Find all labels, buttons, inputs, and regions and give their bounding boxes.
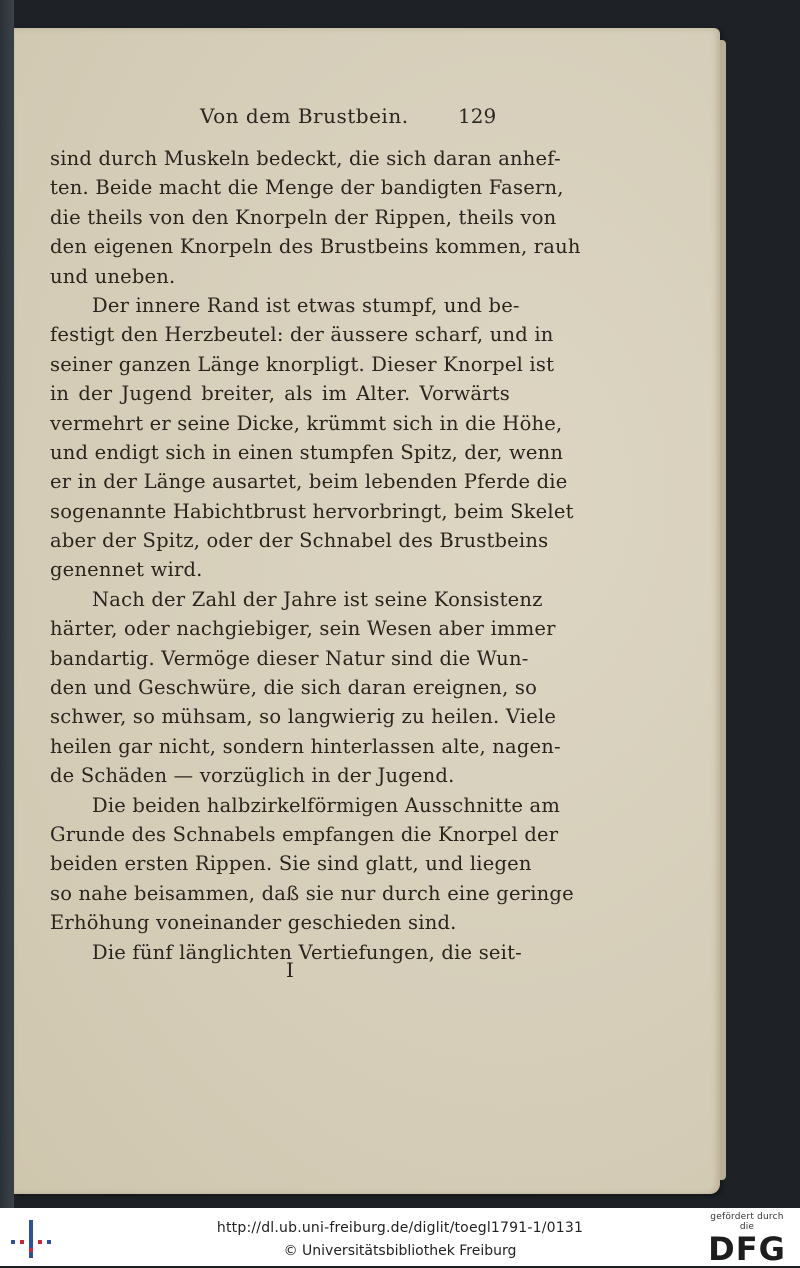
text-line: ten. Beide macht die Menge der bandigten Fasern, xyxy=(50,176,564,200)
text-line: festigt den Herzbeutel: der äussere scharf, und in xyxy=(50,323,554,347)
running-head xyxy=(14,104,720,134)
text-line: bandartig. Vermöge dieser Natur sind die Wun- xyxy=(50,646,529,670)
text-line: und uneben. xyxy=(50,264,176,288)
funder-caption: gefördert durch die xyxy=(710,1212,784,1232)
text-line: aber der Spitz, oder der Schnabel des Brustbeins xyxy=(50,529,549,553)
text-line: Die fünf länglichten Vertiefungen, die seit- xyxy=(92,940,522,964)
book-cover-edge xyxy=(0,0,14,1208)
text-line: Erhöhung voneinander geschieden sind. xyxy=(50,911,457,935)
page-edge xyxy=(720,40,726,1180)
text-line: de Schäden — vorzüglich in der Jugend. xyxy=(50,764,455,788)
text-line: den und Geschwüre, die sich daran ereignen, so xyxy=(50,676,538,700)
dfg-logo: DFG xyxy=(708,1230,786,1268)
viewer-footer xyxy=(0,1208,800,1266)
page-number: 129 xyxy=(458,104,497,128)
text-line: Nach der Zahl der Jahre ist seine Konsistenz xyxy=(92,587,543,611)
text-line: beiden ersten Rippen. Sie sind glatt, und liegen xyxy=(50,852,532,876)
text-line: und endigt sich in einen stumpfen Spitz, der, wenn xyxy=(50,440,564,464)
dfg-funding-badge[interactable] xyxy=(702,1212,792,1268)
text-line: schwer, so mühsam, so langwierig zu heilen. Viele xyxy=(50,705,557,729)
text-line: den eigenen Knorpeln des Brustbeins kommen, rauh xyxy=(50,235,581,259)
text-line: seiner ganzen Länge knorpligt. Dieser Knorpel ist xyxy=(50,352,555,376)
book-page xyxy=(14,28,720,1194)
permalink-url[interactable]: http://dl.ub.uni-freiburg.de/diglit/toegl1791-1/0131 xyxy=(216,1220,584,1236)
signature-mark: I xyxy=(286,958,294,982)
text-line: sogenannte Habichtbrust hervorbringt, beim Skelet xyxy=(50,499,574,523)
text-line: die theils von den Knorpeln der Rippen, theils von xyxy=(50,205,557,229)
text-line: Der innere Rand ist etwas stumpf, und be- xyxy=(92,293,520,317)
text-line: heilen gar nicht, sondern hinterlassen alte, nagen- xyxy=(50,734,561,758)
text-line: Grunde des Schnabels empfangen die Knorpel der xyxy=(50,822,559,846)
text-line: sind durch Muskeln bedeckt, die sich daran anhef- xyxy=(50,147,561,170)
text-line: Die beiden halbzirkelförmigen Ausschnitte am xyxy=(92,793,561,817)
copyright-notice: © Universitätsbibliothek Freiburg xyxy=(283,1243,517,1259)
text-line: härter, oder nachgiebiger, sein Wesen aber immer xyxy=(50,617,556,641)
running-head-title: Von dem Brustbein. xyxy=(200,104,409,128)
text-line: so nahe beisammen, daß sie nur durch eine geringe xyxy=(50,881,574,905)
text-line: in der Jugend breiter, als im Alter. Vorwärts xyxy=(50,382,510,406)
text-line: vermehrt er seine Dicke, krümmt sich in die Höhe, xyxy=(50,411,563,435)
text-line: genennet wird. xyxy=(50,558,203,582)
text-line: er in der Länge ausartet, beim lebenden Pferde die xyxy=(50,470,568,494)
body-text xyxy=(50,144,581,967)
